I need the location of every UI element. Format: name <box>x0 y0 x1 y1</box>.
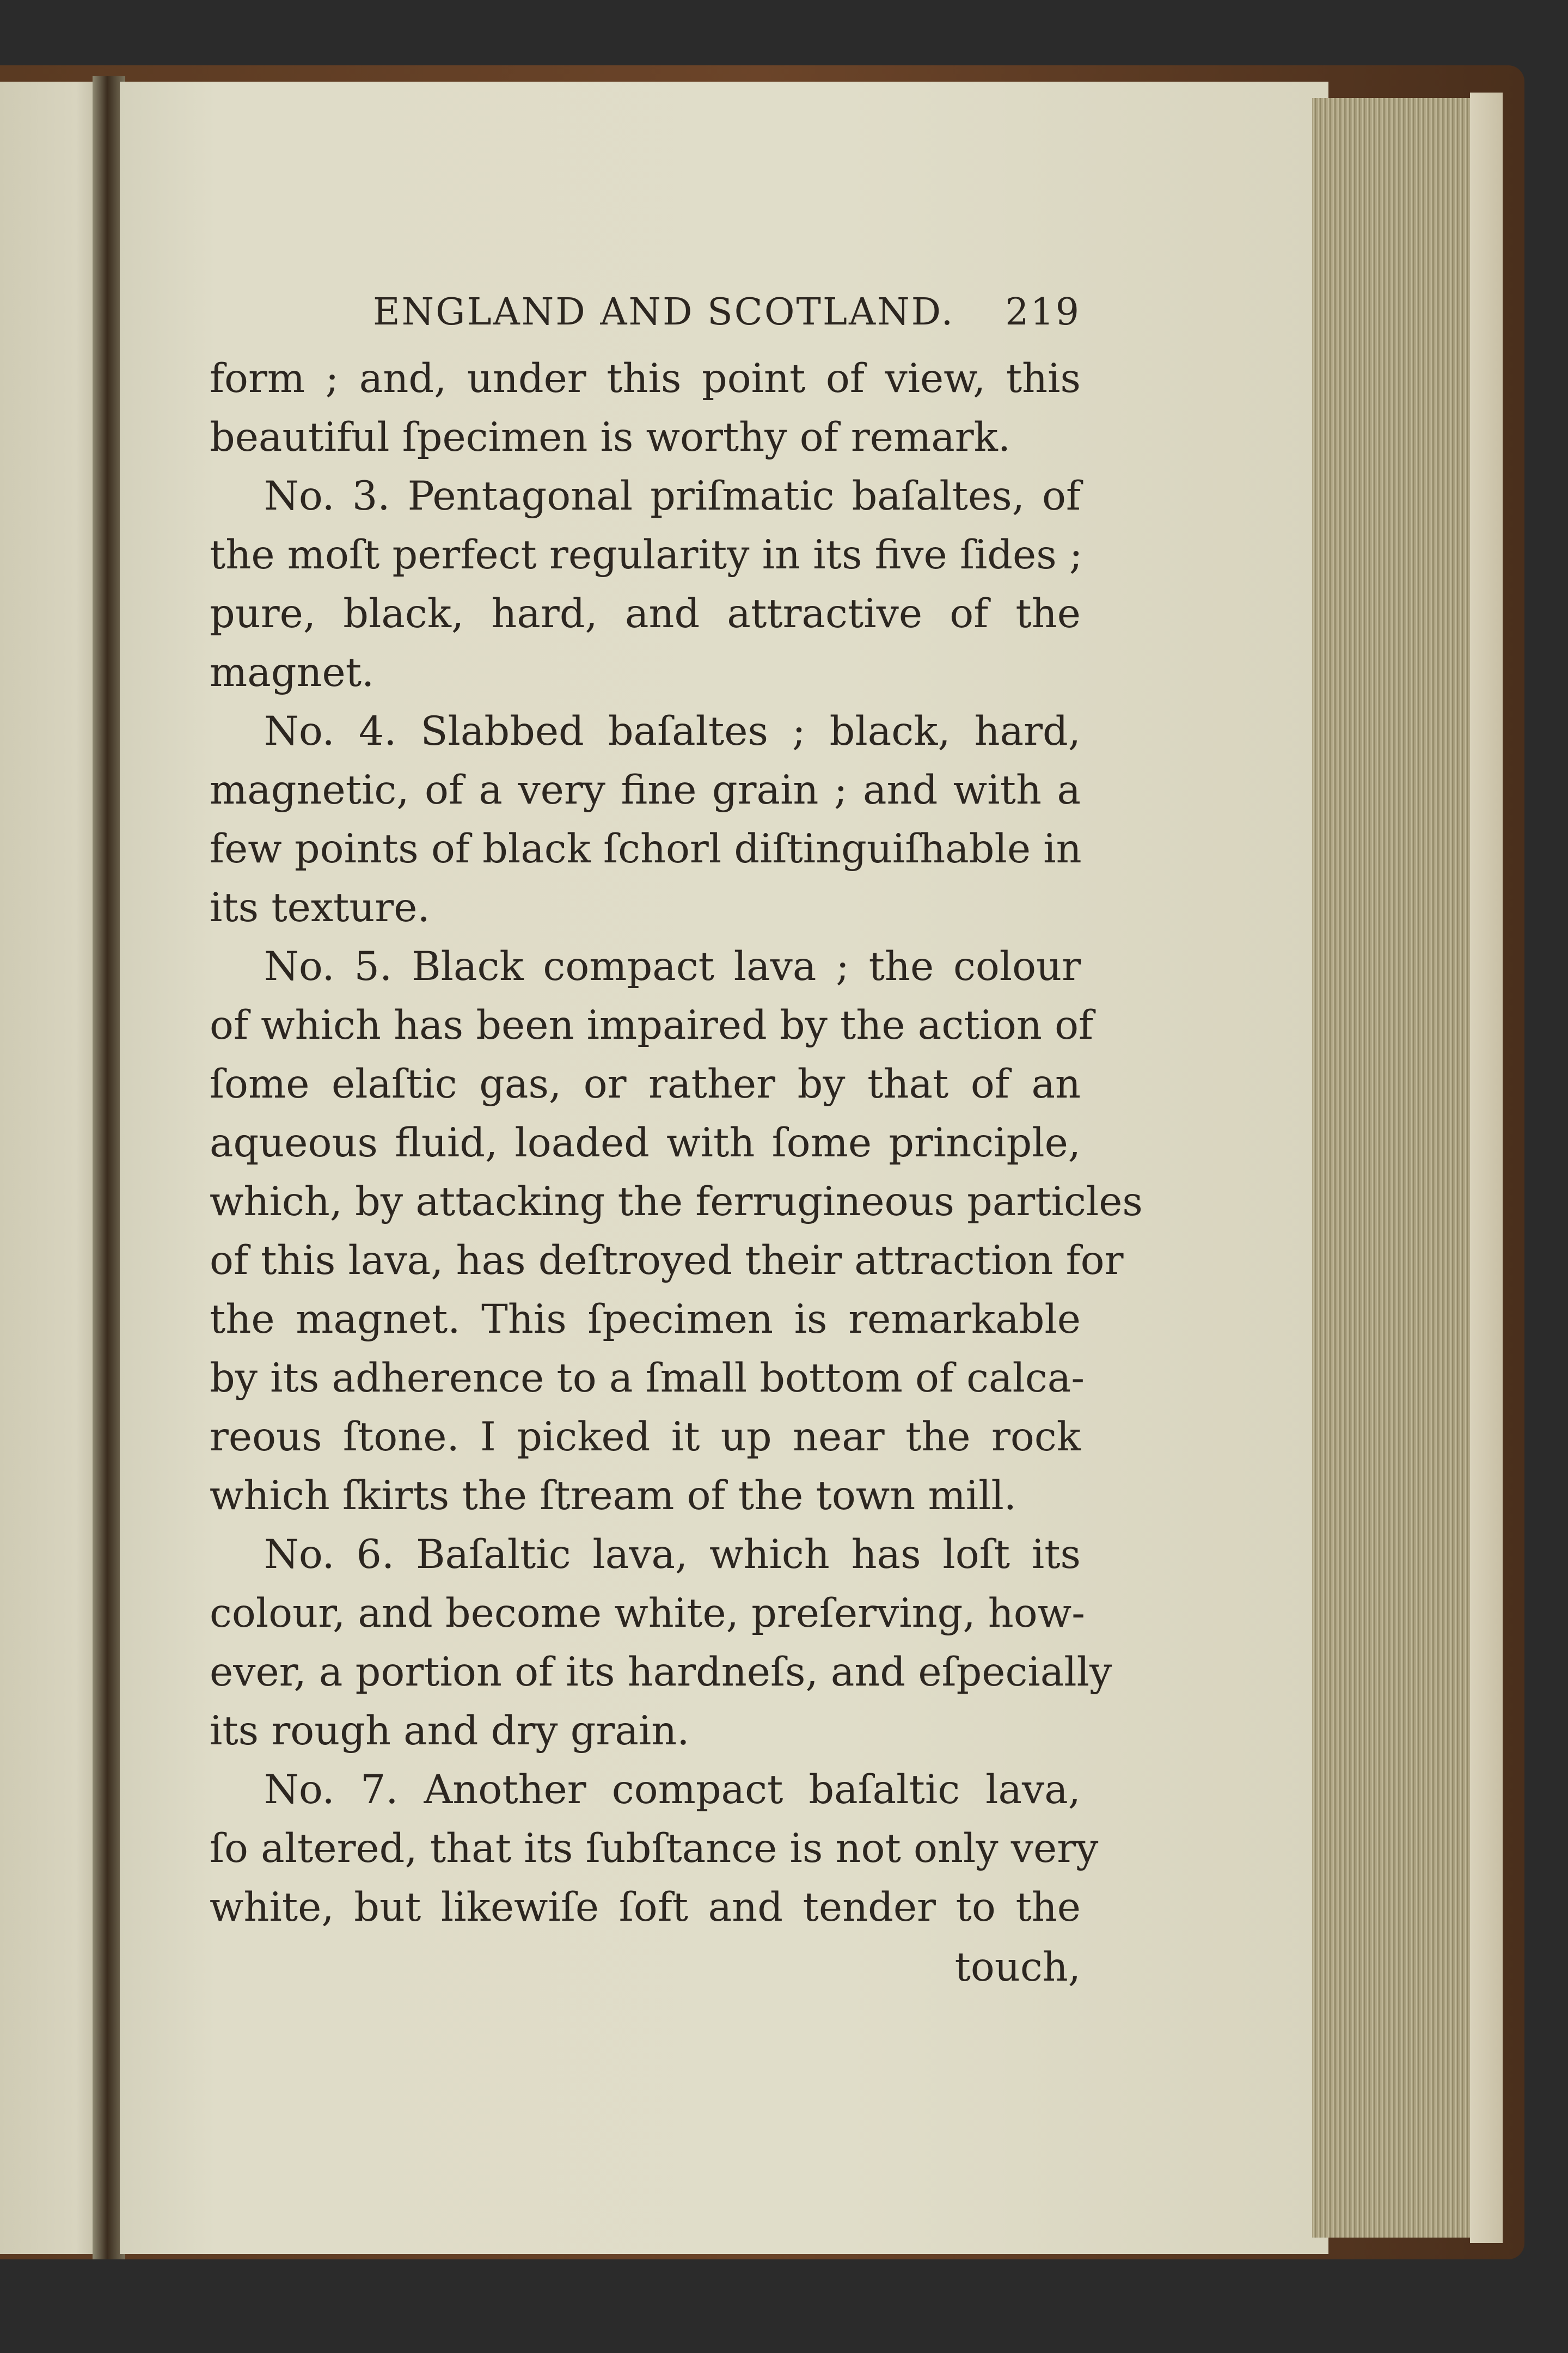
text-line: aqueous fluid, loaded with ſome principle, <box>210 1120 1081 1166</box>
text-line: by its adherence to a ſmall bottom of calca- <box>210 1355 1085 1401</box>
text-line: few points of black ſchorl diſtinguiſhable in <box>210 826 1082 872</box>
text-line: the moſt perfect regularity in its five ſides ; <box>210 532 1083 578</box>
text-line: No. 5. Black compact lava ; the colour <box>264 943 1081 990</box>
text-line: of which has been impaired by the action of <box>210 1002 1094 1049</box>
text-line: reous ſtone. I picked it up near the rock <box>210 1414 1081 1460</box>
body-text <box>210 350 1143 1937</box>
page-edges <box>1312 98 1475 2238</box>
running-head: ENGLAND AND SCOTLAND. <box>373 291 955 334</box>
text-line: No. 4. Slabbed baſaltes ; black, hard, <box>264 708 1081 755</box>
text-line: ever, a portion of its hardneſs, and eſpecially <box>210 1649 1112 1695</box>
text-line: form ; and, under this point of view, this <box>210 356 1081 402</box>
page-text <box>210 283 1143 1997</box>
text-line: which ſkirts the ſtream of the town mill. <box>210 1473 1016 1519</box>
page-number: 219 <box>1005 291 1081 334</box>
text-line: its rough and dry grain. <box>210 1708 690 1754</box>
text-line: which, by attacking the ferrugineous particles <box>210 1179 1143 1225</box>
text-line: No. 3. Pentagonal priſmatic baſaltes, of <box>264 473 1081 519</box>
text-line: ſome elaſtic gas, or rather by that of an <box>210 1061 1081 1107</box>
text-line: of this lava, has deſtroyed their attraction for <box>210 1237 1124 1284</box>
text-line: magnetic, of a very fine grain ; and with a <box>210 767 1081 813</box>
text-line: pure, black, hard, and attractive of the <box>210 591 1081 637</box>
text-line: magnet. <box>210 649 375 696</box>
text-line: the magnet. This ſpecimen is remarkable <box>210 1296 1081 1343</box>
text-line: colour, and become white, preſerving, how- <box>210 1590 1085 1637</box>
text-line: No. 7. Another compact baſaltic lava, <box>264 1767 1081 1813</box>
page-edges-outer <box>1470 93 1503 2243</box>
text-line: ſo altered, that its ſubſtance is not only very <box>210 1825 1099 1872</box>
text-line: No. 6. Baſaltic lava, which has loſt its <box>264 1531 1081 1578</box>
text-line: its texture. <box>210 885 430 931</box>
text-line: white, but likewiſe ſoft and tender to the <box>210 1884 1081 1931</box>
page-header <box>210 283 1081 343</box>
text-line: beautiful ſpecimen is worthy of remark. <box>210 414 1011 461</box>
catchword: touch, <box>954 1944 1081 1990</box>
